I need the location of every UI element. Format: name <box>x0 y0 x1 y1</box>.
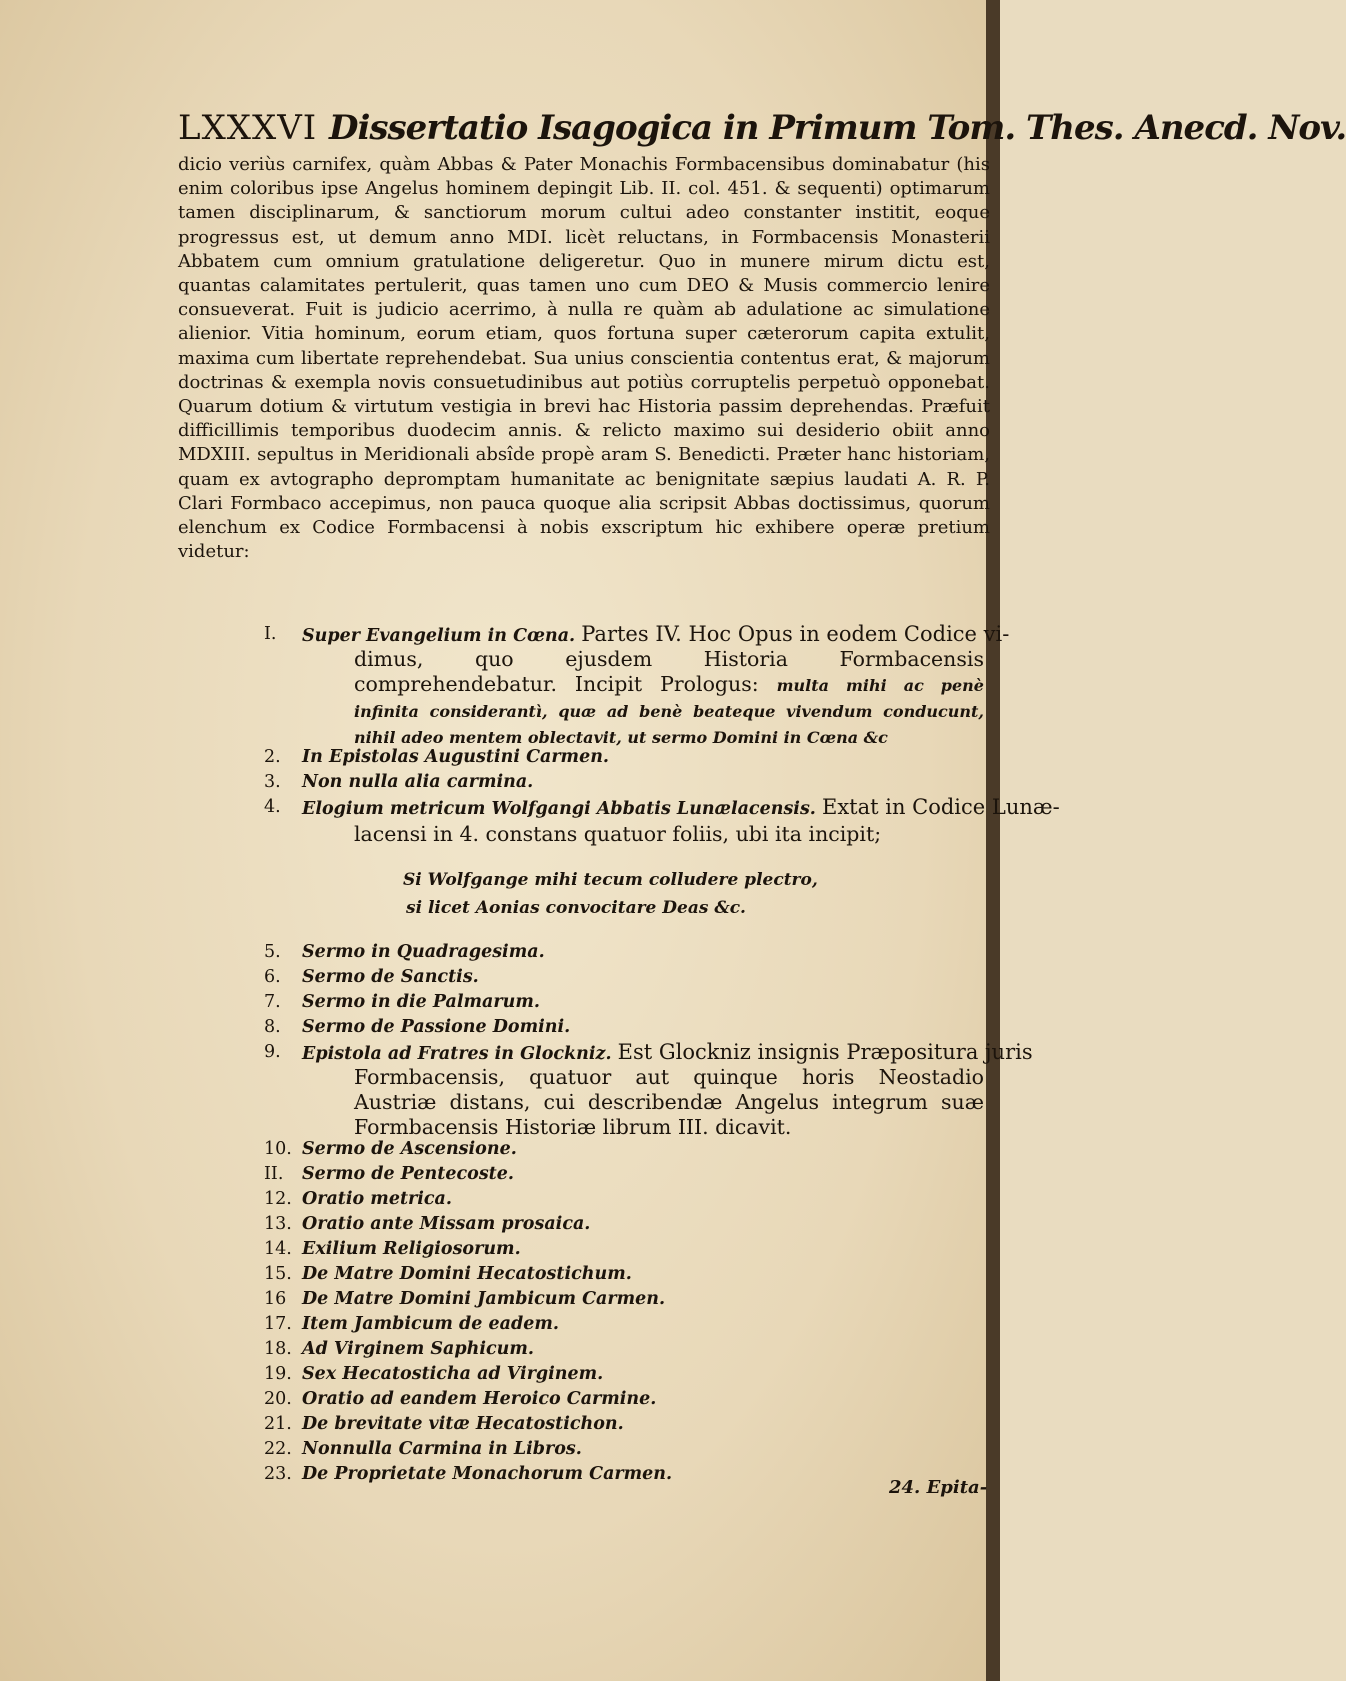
verse-quote: Si Wolfgange mihi tecum colludere plectro, si licet Aonias convocitare Deas &c. <box>403 870 818 918</box>
list-item-continuation: lacensi in 4. constans quatuor foliis, ubi ita incipit; <box>354 822 882 846</box>
catchword: 24. Epita- <box>889 1477 988 1498</box>
works-list: I. Super Evangelium in Cœna. Partes IV. Hoc Opus in eodem Codice vi- dimus, quo ejusdem Historia Formbacensis comprehendebatur. Incipit Prologus: multa mihi ac penè infinita considerantì, quæ ad benè beateque vivendum conducunt, nihil adeo mentem oblectavit, ut sermo Domini in Cœna &c 2. In Epistolas Augustini Carmen. 3. Non nulla alia carmina. 4. Elogium metricum Wolfgangi Abbatis Lunælacensis. Extat in Codice Lunæ- lacensi in 4. constans quatuor foliis, ubi ita incipit; Si Wolfgange mihi tecum colludere plectro, si licet Aonias convocitare Deas &c. 5. Sermo in Quadragesima. 6. Sermo de Sanctis. 7. Sermo in die Palmarum. 8. Sermo de Passione Domini. 9. Epistola ad Fratres in Glockniz. Est Glockniz insignis Præpositura juris Formbacensis, quatuor aut quinque horis Neostadio Austriæ distans, cui describendæ Angelus integrum suæ Formbacensis Historiæ librum III. dicavit. 10. Sermo de Ascensione. II. Sermo de Pentecoste. 12. Oratio metrica. 13. Oratio ante Missam prosaica. 14. Exilium Religiosorum. 15. De Matre Domini Hecatostichum. 16 De Matre Domini Jambicum Carmen. 17. Item Jambicum de eadem. 18. Ad Virginem Saphicum. 19. Sex Hecatosticha ad Virginem. 20. Oratio ad eandem Heroico Carmine. 21. De brevitate vitæ Hecatostichon. 22. Nonnulla Carmina in Libros. 23. De Proprietate Monachorum Carmen. <box>264 622 1060 1484</box>
body-paragraph: dicio veriùs carnifex, quàm Abbas & Pater Monachis Formbacensibus dominabatur (his enim coloribus ipse Angelus hominem depingit Lib. II. col. 451. & sequenti) optimarum tamen disciplinarum, & sanctiorum morum cultui adeo constanter institit, eoque progressus est, ut demum anno MDI. licèt reluctans, in Formbacensis Monasterii Abbatem cum omnium gratulatione deligeretur. Quo in munere mirum dictu est, quantas calamitates pertulerit, quas tamen uno cum DEO & Musis commercio lenire consueverat. Fuit is judicio acerrimo, à nulla re quàm ab adulatione ac simulatione alienior. Vitia hominum, eorum etiam, quos fortuna super cæterorum capita extulit, maxima cum libertate reprehendebat. Sua unius conscientia contentus erat, & majorum doctrinas & exempla novis consuetudinibus aut potiùs corruptelis perpetuò opponebat. Quarum dotium & virtutum vestigia in brevi hac Historia passim deprehendas. Præfuit difficillimis temporibus duodecim annis. & relicto maximo sui desiderio obiit anno MDXIII. sepultus in Meridionali absîde propè aram S. Benedicti. Præter hanc historiam, quam ex avtographo depromptam humanitate ac benignitate sæpius laudati A. R. P. Clari Formbaco accepimus, non pauca quoque alia scripsit Abbas doctissimus, quorum elenchum ex Codice Formbacensi à nobis exscriptum hic exhibere operæ pretium videtur: <box>178 154 990 563</box>
running-title: Dissertatio Isagogica in Primum Tom. Thes. Anecd. Nov. <box>329 108 1346 148</box>
page-number: LXXXVI <box>178 108 329 148</box>
list-item-continuation: dimus, quo ejusdem Historia Formbacensis comprehendebatur. Incipit Prologus: multa mihi ac penè infinita considerantì, quæ ad benè beateque vivendum conducunt, nihil adeo mentem oblectavit, ut sermo Domini in Cœna &c <box>354 647 984 747</box>
list-item-continuation: Formbacensis, quatuor aut quinque horis Neostadio Austriæ distans, cui describendæ Angelus integrum suæ Formbacensis Historiæ librum III. dicavit. <box>354 1065 984 1139</box>
